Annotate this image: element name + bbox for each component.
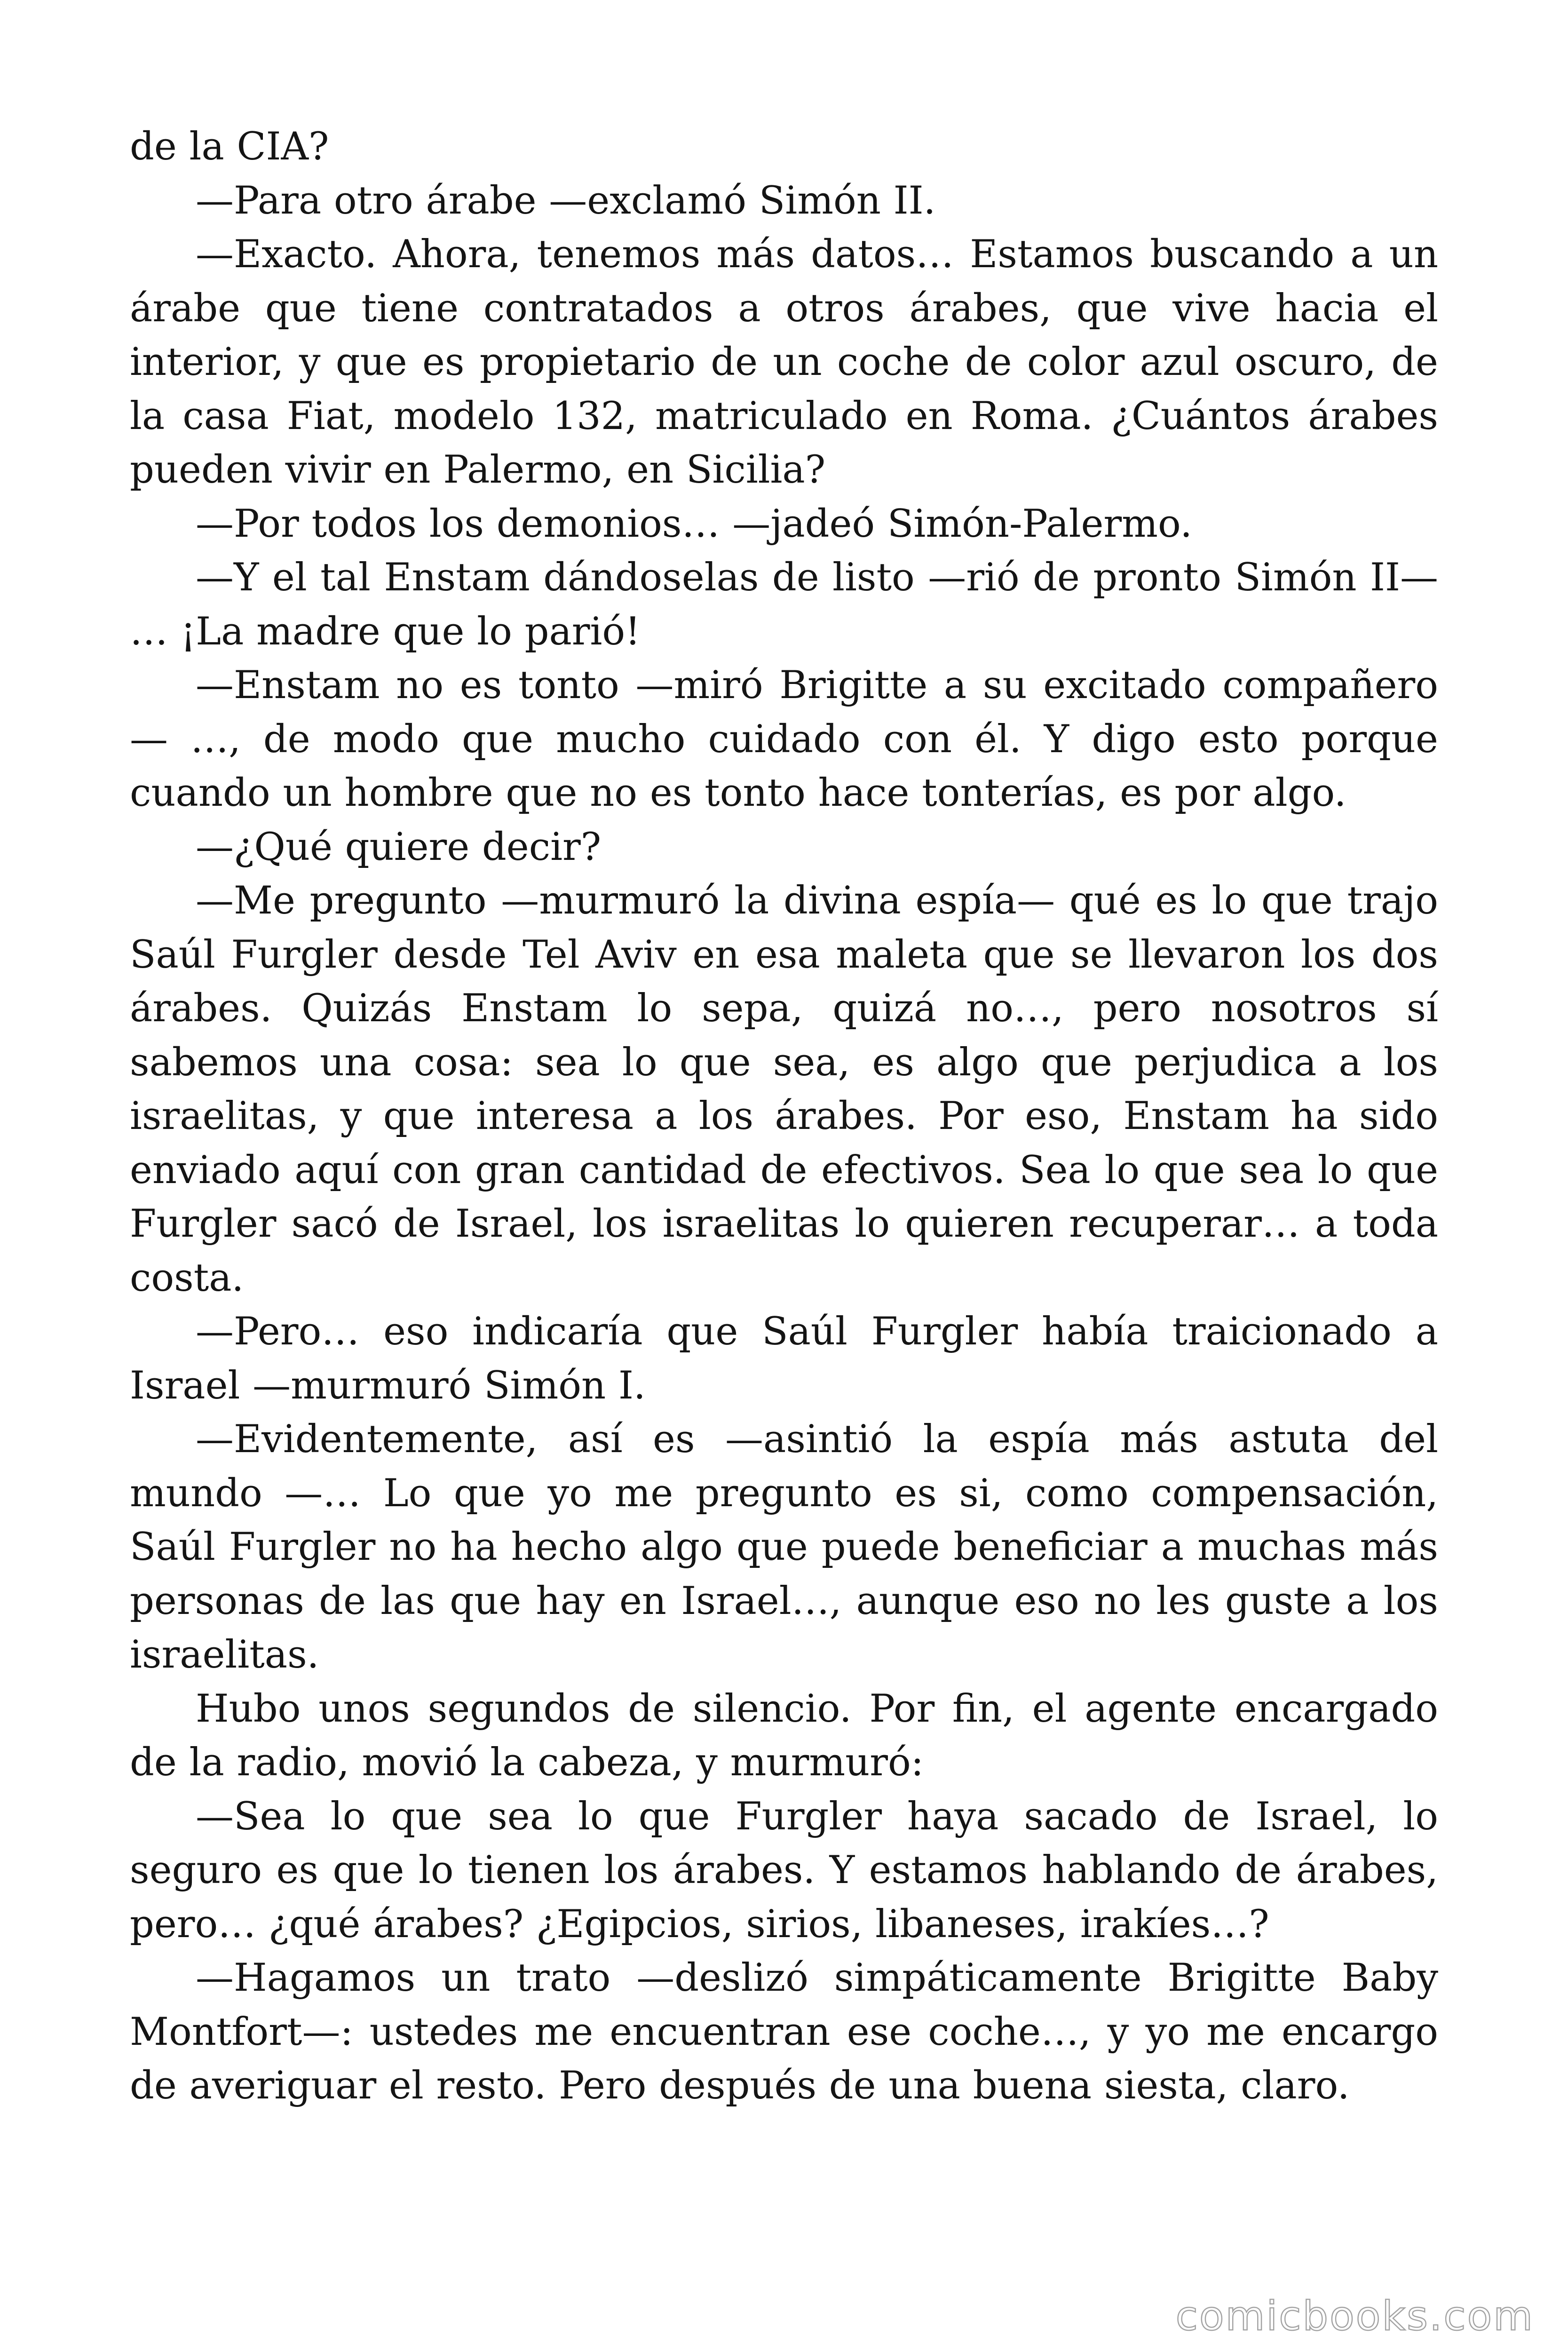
paragraph: Hubo unos segundos de silencio. Por fin, el agente encargado de la radio, movió la cabeza, y murmuró: bbox=[130, 1686, 1438, 1785]
paragraph: —Por todos los demonios… —jadeó Simón-Palermo. bbox=[196, 501, 1193, 546]
paragraph-continued: de la CIA? bbox=[130, 125, 329, 169]
paragraph: —¿Qué quiere decir? bbox=[196, 825, 602, 869]
paragraph: —Exacto. Ahora, tenemos más datos… Estamos buscando a un árabe que tiene contratados a otros árabes, que vive hacia el interior, y que es propietario de un coche de color azul oscuro, de la casa Fiat, modelo 132, matriculado en Roma. ¿Cuántos árabes pueden vivir en Palermo, en Sicilia? bbox=[130, 232, 1438, 492]
paragraph: —Sea lo que sea lo que Furgler haya sacado de Israel, lo seguro es que lo tienen los árabes. Y estamos hablando de árabes, pero… ¿qué árabes? ¿Egipcios, sirios, libaneses, irakíes…? bbox=[130, 1794, 1438, 1947]
watermark: comicbooks.com bbox=[1175, 2293, 1534, 2340]
paragraph: —Hagamos un trato —deslizó simpáticamente Brigitte Baby Montfort—: ustedes me encuentran ese coche…, y yo me encargo de averiguar el resto. Pero después de una buena siesta, claro. bbox=[130, 1956, 1438, 2108]
paragraph: —Evidentemente, así es —asintió la espía más astuta del mundo —… Lo que yo me pregunto es si, como compensación, Saúl Furgler no ha hecho algo que puede beneficiar a muchas más personas de las que hay en Israel…, aunque eso no les guste a los israelitas. bbox=[130, 1417, 1438, 1677]
paragraph: —Enstam no es tonto —miró Brigitte a su excitado compañero— …, de modo que mucho cuidado con él. Y digo esto porque cuando un hombre que no es tonto hace tonterías, es por algo. bbox=[130, 663, 1438, 815]
page-body bbox=[130, 120, 1438, 2113]
paragraph: —Pero… eso indicaría que Saúl Furgler había traicionado a Israel —murmuró Simón I. bbox=[130, 1310, 1438, 1408]
paragraph: —Para otro árabe —exclamó Simón II. bbox=[196, 178, 936, 223]
paragraph: —Y el tal Enstam dándoselas de listo —rió de pronto Simón II— … ¡La madre que lo parió! bbox=[130, 556, 1438, 654]
paragraph: —Me pregunto —murmuró la divina espía— qué es lo que trajo Saúl Furgler desde Tel Aviv en esa maleta que se llevaron los dos árabes. Quizás Enstam lo sepa, quizá no…, pero nosotros sí sabemos una cosa: sea lo que sea, es algo que perjudica a los israelitas, y que interesa a los árabes. Por eso, Enstam ha sido enviado aquí con gran cantidad de efectivos. Sea lo que sea lo que Furgler sacó de Israel, los israelitas lo quieren recuperar… a toda costa. bbox=[130, 879, 1438, 1300]
